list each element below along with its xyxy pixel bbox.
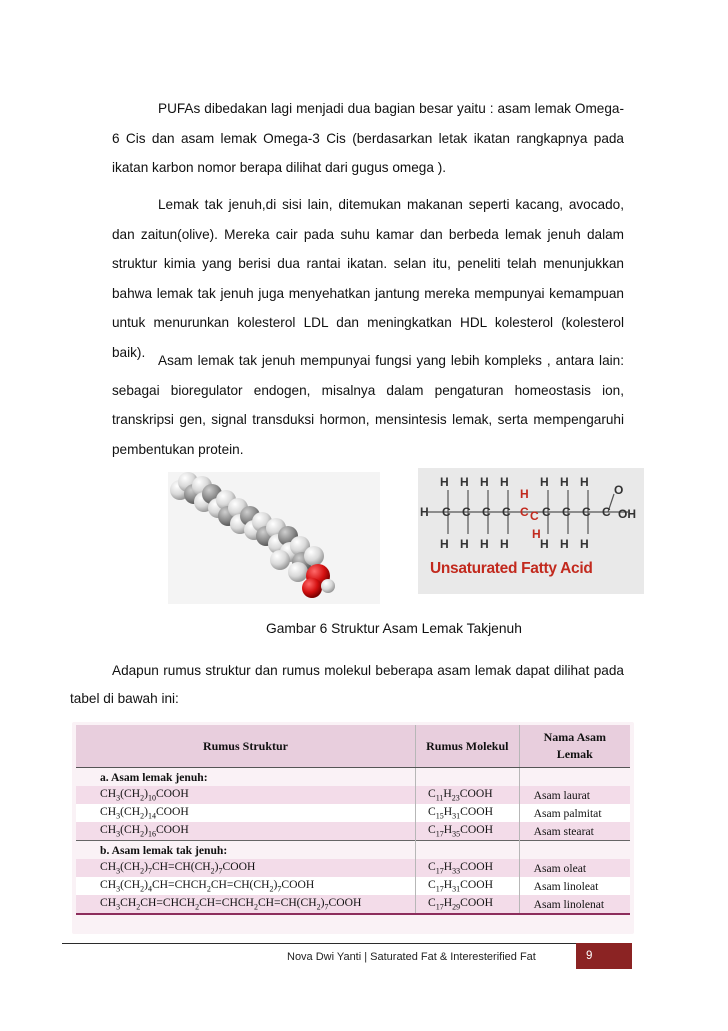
fatty-acid-name-cell: Asam palmitat bbox=[519, 804, 630, 822]
structural-formula-cell: $CH_3(CH_2)_7CH=CH(CH_2)_7COOH$ bbox=[76, 859, 415, 877]
page-number: 9 bbox=[576, 943, 632, 969]
svg-text:H: H bbox=[580, 537, 589, 551]
paragraph-unsaturated-fat: Lemak tak jenuh,di sisi lain, ditemukan makanan seperti kacang, avocado, dan zaitun(olive). Mereka cair pada suhu kamar dan berbeda lemak jenuh dalam struktur kimia yang berisi dua rantai ikatan. selan itu, peneliti telah menunjukkan bahwa lemak tak jenuh juga menyehatkan jantung mereka mempunyai kemampuan untuk menurunkan kolesterol LDL dan meningkatkan HDL kolesterol (kolesterol baik). bbox=[112, 197, 624, 360]
svg-text:H: H bbox=[440, 475, 449, 489]
svg-text:C: C bbox=[562, 505, 571, 519]
svg-text:C: C bbox=[530, 509, 539, 523]
header-structural-formula: Rumus Struktur bbox=[76, 725, 415, 768]
svg-text:H: H bbox=[520, 487, 529, 501]
molecular-formula-cell: $C_{17}H_{29}COOH$ bbox=[415, 895, 519, 914]
svg-text:C: C bbox=[502, 505, 511, 519]
svg-text:H: H bbox=[540, 537, 549, 551]
fatty-acid-name-cell: Asam stearat bbox=[519, 822, 630, 841]
fatty-acid-name-cell: Asam oleat bbox=[519, 859, 630, 877]
svg-text:O: O bbox=[614, 483, 624, 497]
fatty-acid-name-cell: Asam linoleat bbox=[519, 877, 630, 895]
unsaturated-fatty-acid-image bbox=[418, 468, 644, 594]
molecular-formula-cell: $C_{17}H_{33}COOH$ bbox=[415, 859, 519, 877]
svg-text:H: H bbox=[440, 537, 449, 551]
molecule-model-image bbox=[168, 472, 380, 604]
table-row bbox=[76, 804, 630, 822]
svg-text:H: H bbox=[500, 475, 509, 489]
svg-text:H: H bbox=[480, 537, 489, 551]
structural-formula-cell: $CH_3(CH_2)_4CH=CHCH_2CH=CH(CH_2)_7COOH$ bbox=[76, 877, 415, 895]
paragraph-pufa: PUFAs dibedakan lagi menjadi dua bagian besar yaitu : asam lemak Omega-6 Cis dan asam lemak Omega-3 Cis (berdasarkan letak ikatan rangkapnya pada ikatan karbon nomor berapa dilihat dari gugus omega ). bbox=[112, 101, 624, 175]
molecular-formula-cell: $C_{15}H_{31}COOH$ bbox=[415, 804, 519, 822]
structural-formula-cell: $CH_3(CH_2)_{14}COOH$ bbox=[76, 804, 415, 822]
table-row bbox=[76, 859, 630, 877]
figure-label: Unsaturated Fatty Acid bbox=[430, 560, 593, 577]
structural-formula-cell: $CH_3(CH_2)_{10}COOH$ bbox=[76, 786, 415, 804]
molecular-formula-cell: $C_{17}H_{31}COOH$ bbox=[415, 877, 519, 895]
structural-formula-cell: $CH_3(CH_2)_{16}COOH$ bbox=[76, 822, 415, 841]
paragraph-function: Asam lemak tak jenuh mempunyai fungsi yang lebih kompleks , antara lain: sebagai bioregulator endogen, misalnya dalam pengaturan homeostasis ion, transkripsi gen, signal transduksi hormon, mensintesis lemak, serta mempengaruhi pembentukan protein. bbox=[112, 353, 624, 457]
table-row bbox=[76, 895, 630, 914]
svg-text:H: H bbox=[420, 505, 429, 519]
svg-text:C: C bbox=[582, 505, 591, 519]
fatty-acid-name-cell: Asam linolenat bbox=[519, 895, 630, 914]
group-unsaturated-label: b. Asam lemak tak jenuh: bbox=[76, 841, 415, 860]
svg-text:H: H bbox=[560, 537, 569, 551]
figure-caption: Gambar 6 Struktur Asam Lemak Takjenuh bbox=[266, 621, 522, 636]
svg-text:C: C bbox=[520, 505, 529, 519]
group-unsaturated bbox=[76, 841, 630, 860]
table-row bbox=[76, 822, 630, 841]
svg-text:H: H bbox=[480, 475, 489, 489]
table-intro: Adapun rumus struktur dan rumus molekul beberapa asam lemak dapat dilihat pada tabel di bawah ini: bbox=[70, 663, 624, 706]
space-filling-model-icon bbox=[168, 472, 380, 604]
structural-formula-icon bbox=[418, 468, 644, 558]
molecular-formula-cell: $C_{17}H_{35}COOH$ bbox=[415, 822, 519, 841]
footer-divider bbox=[62, 943, 632, 944]
table-header-row bbox=[76, 725, 630, 768]
header-fatty-acid-name: Nama Asam Lemak bbox=[519, 725, 630, 768]
svg-text:C: C bbox=[542, 505, 551, 519]
svg-text:C: C bbox=[602, 505, 611, 519]
svg-text:C: C bbox=[482, 505, 491, 519]
svg-text:H: H bbox=[560, 475, 569, 489]
molecular-formula-cell: $C_{11}H_{23}COOH$ bbox=[415, 786, 519, 804]
svg-text:H: H bbox=[580, 475, 589, 489]
footer-text: Nova Dwi Yanti | Saturated Fat & Interesterified Fat bbox=[287, 951, 536, 963]
header-molecular-formula: Rumus Molekul bbox=[415, 725, 519, 768]
svg-text:H: H bbox=[460, 537, 469, 551]
svg-text:C: C bbox=[442, 505, 451, 519]
fatty-acid-name-cell: Asam laurat bbox=[519, 786, 630, 804]
svg-text:H: H bbox=[540, 475, 549, 489]
group-saturated bbox=[76, 768, 630, 787]
svg-text:OH: OH bbox=[618, 507, 636, 521]
svg-text:H: H bbox=[460, 475, 469, 489]
svg-text:H: H bbox=[532, 527, 541, 541]
structural-formula-cell: $CH_3CH_2CH=CHCH_2CH=CHCH_2CH=CH(CH_2)_7COOH$ bbox=[76, 895, 415, 914]
table-row bbox=[76, 877, 630, 895]
group-saturated-label: a. Asam lemak jenuh: bbox=[76, 768, 415, 787]
svg-text:C: C bbox=[462, 505, 471, 519]
svg-text:H: H bbox=[500, 537, 509, 551]
table-row bbox=[76, 786, 630, 804]
fatty-acid-table bbox=[76, 725, 630, 915]
